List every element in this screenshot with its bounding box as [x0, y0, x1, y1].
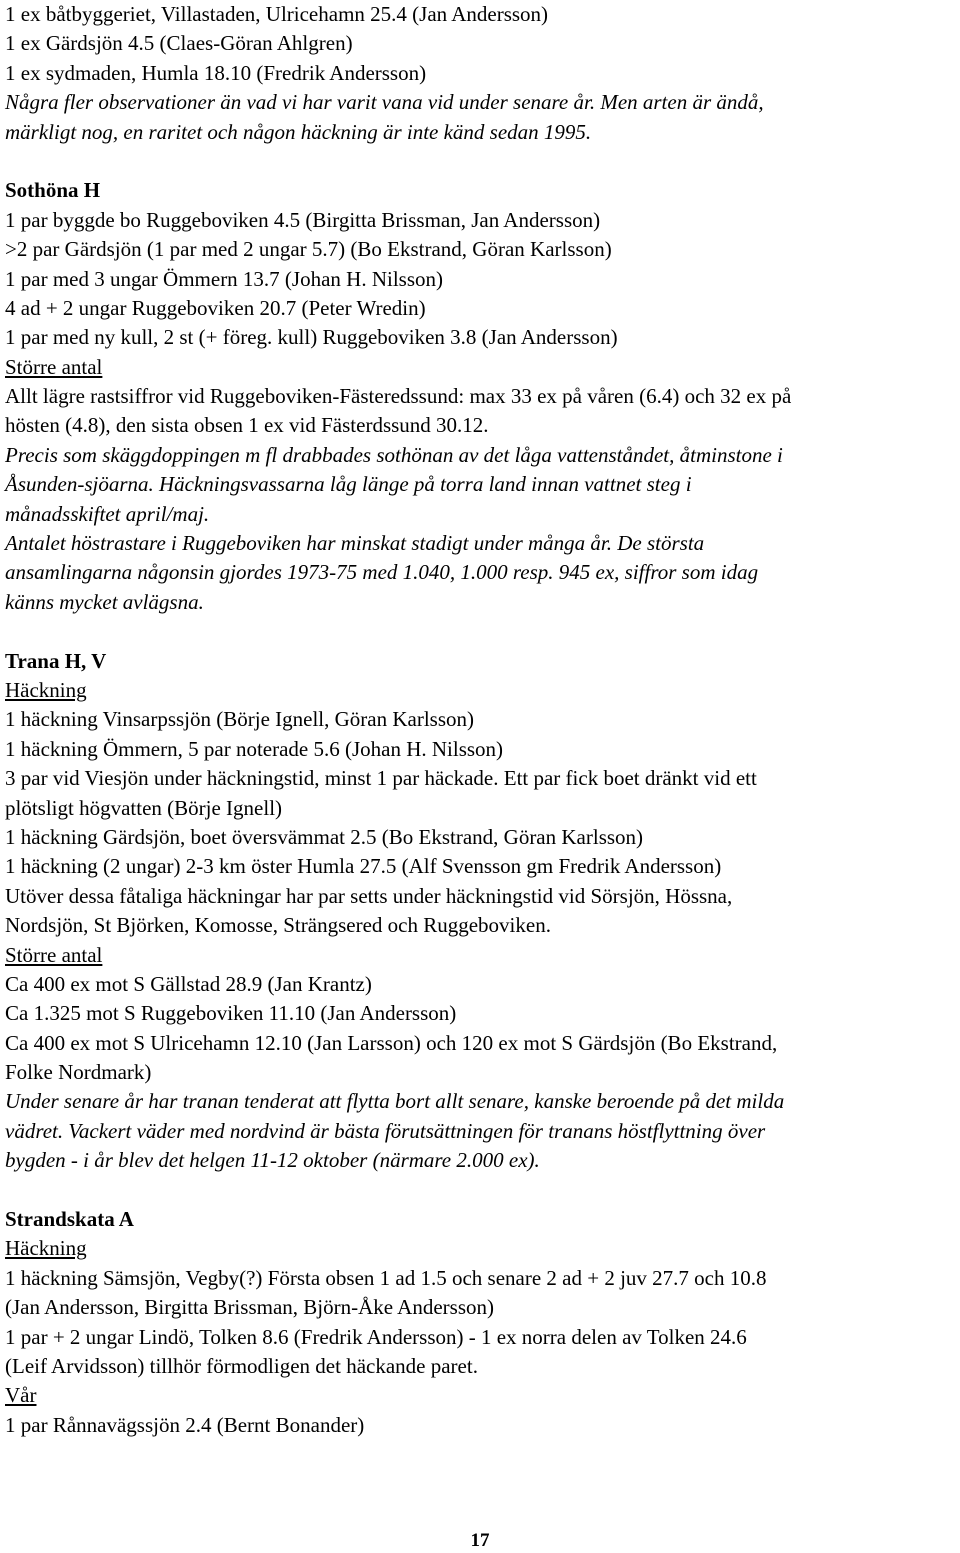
blank-line [5, 1176, 955, 1205]
text-line: 1 par + 2 ungar Lindö, Tolken 8.6 (Fredrik Andersson) - 1 ex norra delen av Tolken 24.6 [5, 1324, 747, 1349]
text-line: >2 par Gärdsjön (1 par med 2 ungar 5.7) (Bo Ekstrand, Göran Karlsson) [5, 237, 612, 262]
text-line: 1 häckning Sämsjön, Vegby(?) Första obsen 1 ad 1.5 och senare 2 ad + 2 juv 27.7 och 10.8 [5, 1265, 767, 1290]
comment-line: känns mycket avlägsna. [5, 589, 204, 614]
comment-line: vädret. Vackert väder med nordvind är bästa förutsättningen för tranans höstflyttning över [5, 1118, 766, 1143]
text-line: Ca 1.325 mot S Ruggeboviken 11.10 (Jan Andersson) [5, 1001, 457, 1026]
text-line: (Jan Andersson, Birgitta Brissman, Björn-Åke Andersson) [5, 1295, 494, 1320]
comment-line: månadsskiftet april/maj. [5, 501, 210, 526]
blank-line [5, 147, 955, 176]
text-line: 1 par med 3 ungar Ömmern 13.7 (Johan H. Nilsson) [5, 266, 444, 291]
subheading: Häckning [5, 677, 87, 702]
text-line: 1 häckning Gärdsjön, boet översvämmat 2.5 (Bo Ekstrand, Göran Karlsson) [5, 824, 644, 849]
text-line: 1 ex sydmaden, Humla 18.10 (Fredrik Andersson) [5, 60, 427, 85]
text-line: 3 par vid Viesjön under häckningstid, minst 1 par häckade. Ett par fick boet dränkt vid ett [5, 766, 757, 791]
text-line: 4 ad + 2 ungar Ruggeboviken 20.7 (Peter Wredin) [5, 295, 426, 320]
text-line: 1 häckning Ömmern, 5 par noterade 5.6 (Johan H. Nilsson) [5, 736, 504, 761]
comment-line: Precis som skäggdoppingen m fl drabbades sothönan av det låga vattenståndet, åtminstone i [5, 442, 783, 467]
comment-line: Antalet höstrastare i Ruggeboviken har minskat stadigt under många år. De största [5, 531, 705, 556]
subheading: Större antal [5, 942, 103, 967]
text-line: 1 ex båtbyggeriet, Villastaden, Ulricehamn 25.4 (Jan Andersson) [5, 2, 549, 26]
text-line: 1 ex Gärdsjön 4.5 (Claes-Göran Ahlgren) [5, 31, 353, 56]
comment-line: ansamlingarna någonsin gjordes 1973-75 med 1.040, 1.000 resp. 945 ex, siffror som idag [5, 560, 759, 585]
text-line: plötsligt högvatten (Börje Ignell) [5, 795, 283, 820]
text-line: 1 par Rånnavägssjön 2.4 (Bernt Bonander) [5, 1412, 365, 1437]
subheading: Häckning [5, 1236, 87, 1261]
species-heading: Strandskata A [5, 1207, 134, 1232]
text-line: Ca 400 ex mot S Ulricehamn 12.10 (Jan Larsson) och 120 ex mot S Gärdsjön (Bo Ekstrand, [5, 1030, 778, 1055]
document-body [5, 0, 955, 1440]
text-line: 1 häckning (2 ungar) 2-3 km öster Humla 27.5 (Alf Svensson gm Fredrik Andersson) [5, 854, 722, 879]
text-line: 1 par byggde bo Ruggeboviken 4.5 (Birgitta Brissman, Jan Andersson) [5, 207, 601, 232]
text-line: Ca 400 ex mot S Gällstad 28.9 (Jan Krantz) [5, 971, 372, 996]
species-heading: Trana H, V [5, 648, 107, 673]
subheading: Större antal [5, 354, 103, 379]
text-line: Folke Nordmark) [5, 1060, 152, 1085]
text-line: (Leif Arvidsson) tillhör förmodligen det häckande paret. [5, 1353, 478, 1378]
text-line: 1 par med ny kull, 2 st (+ föreg. kull) Ruggeboviken 3.8 (Jan Andersson) [5, 325, 618, 350]
comment-line: Några fler observationer än vad vi har varit vana vid under senare år. Men arten är ändå, [5, 90, 764, 115]
text-line: Utöver dessa fåtaliga häckningar har par setts under häckningstid vid Sörsjön, Hössna, [5, 883, 733, 908]
text-line: Allt lägre rastsiffror vid Ruggeboviken-Fästeredssund: max 33 ex på våren (6.4) och 32 ex på [5, 384, 792, 409]
text-line: 1 häckning Vinsarpssjön (Börje Ignell, Göran Karlsson) [5, 707, 475, 732]
comment-line: Åsunden-sjöarna. Häckningsvassarna låg länge på torra land innan vattnet steg i [5, 472, 692, 497]
blank-line [5, 617, 955, 646]
comment-line: bygden - i år blev det helgen 11-12 oktober (närmare 2.000 ex). [5, 1148, 540, 1173]
comment-line: märkligt nog, en raritet och någon häckning är inte känd sedan 1995. [5, 119, 592, 144]
text-line: hösten (4.8), den sista obsen 1 ex vid Fästerdssund 30.12. [5, 413, 489, 438]
subheading: Vår [5, 1383, 37, 1408]
species-heading: Sothöna H [5, 178, 101, 203]
text-line: Nordsjön, St Björken, Komosse, Strängsered och Ruggeboviken. [5, 913, 551, 938]
page-number: 17 [470, 1530, 490, 1551]
comment-line: Under senare år har tranan tenderat att flytta bort allt senare, kanske beroende på det milda [5, 1089, 785, 1114]
